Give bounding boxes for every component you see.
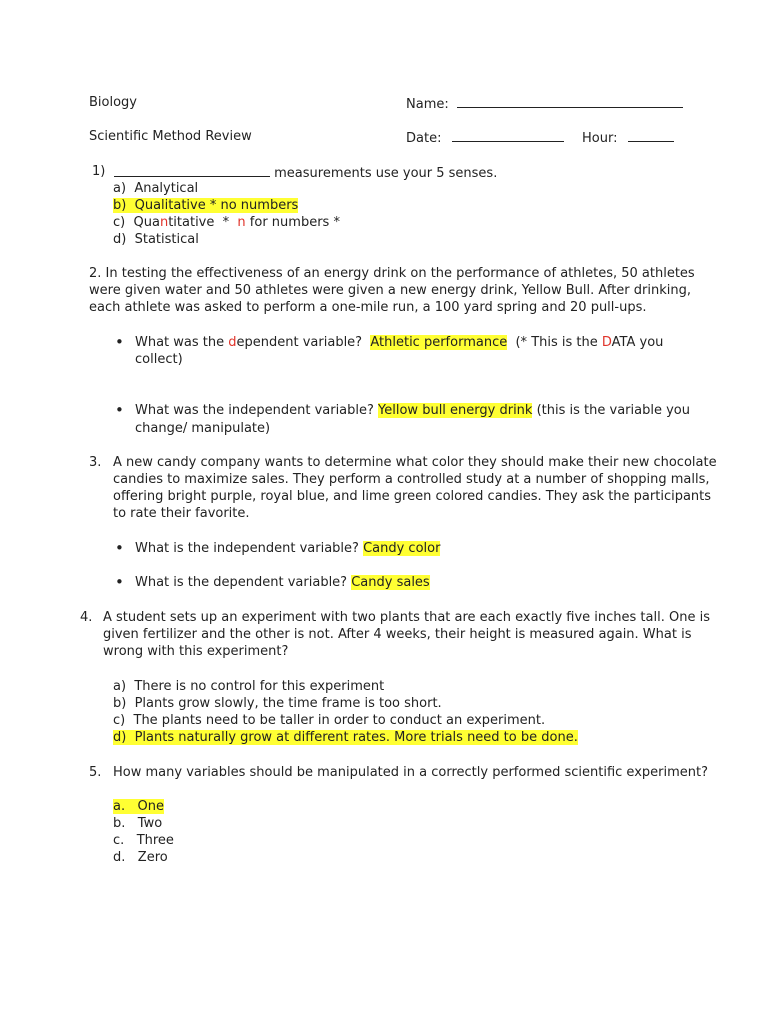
q2-answer-dependent: Athletic performance (370, 335, 508, 350)
q2-bullet-independent-line-2: change/ manipulate) (135, 421, 271, 436)
name-blank[interactable] (457, 94, 683, 108)
q5-stem: How many variables should be manipulated in a correctly performed scientific experiment? (113, 765, 708, 780)
q5-option-b: b. Two (113, 816, 163, 831)
q1-option-d: d) Statistical (113, 232, 199, 247)
q5-number: 5. (89, 765, 102, 780)
q3-answer-dependent: Candy sales (351, 575, 430, 590)
worksheet-title: Scientific Method Review (89, 129, 252, 144)
q2-line-1: 2. In testing the effectiveness of an energy drink on the performance of athletes, 50 athletes (89, 266, 695, 281)
bullet-icon: • (115, 333, 124, 351)
q1-blank[interactable] (114, 163, 270, 177)
q1-option-b: b) Qualitative * no numbers (113, 198, 299, 213)
subject-label: Biology (89, 95, 137, 110)
name-label: Name: (406, 97, 449, 112)
q2-line-3: each athlete was asked to perform a one-mile run, a 100 yard spring and 20 pull-ups. (89, 300, 647, 315)
q5-option-a: a. One (113, 799, 164, 814)
q3-bullet-dependent: What is the dependent variable? Candy sales (135, 575, 430, 590)
q1-option-c: c) Quantitative * n for numbers * (113, 215, 340, 230)
q1-option-a: a) Analytical (113, 181, 199, 196)
q4-line-2: given fertilizer and the other is not. After 4 weeks, their height is measured again. What is (103, 627, 692, 642)
q2-bullet-dependent-line-2: collect) (135, 352, 183, 367)
date-blank[interactable] (452, 128, 564, 142)
q1-number: 1) (92, 164, 106, 179)
q3-line-3: offering bright purple, royal blue, and lime green colored candies. They ask the participants (113, 489, 712, 504)
q3-line-4: to rate their favorite. (113, 506, 250, 521)
q3-bullet-independent: What is the independent variable? Candy color (135, 541, 441, 556)
q4-option-d: d) Plants naturally grow at different rates. More trials need to be done. (113, 730, 578, 745)
q3-answer-independent: Candy color (363, 541, 441, 556)
q4-option-a: a) There is no control for this experiment (113, 679, 385, 694)
q4-option-b: b) Plants grow slowly, the time frame is too short. (113, 696, 442, 711)
q5-option-c: c. Three (113, 833, 174, 848)
date-label: Date: (406, 131, 442, 146)
q3-number: 3. (89, 455, 102, 470)
q4-option-c: c) The plants need to be taller in order to conduct an experiment. (113, 713, 546, 728)
q2-line-2: were given water and 50 athletes were given a new energy drink, Yellow Bull. After drinking, (89, 283, 691, 298)
q4-line-3: wrong with this experiment? (103, 644, 289, 659)
q2-bullet-independent: What was the independent variable? Yellow bull energy drink (this is the variable you (135, 403, 690, 418)
hour-label: Hour: (582, 131, 618, 146)
hour-blank[interactable] (628, 128, 674, 142)
q2-bullet-dependent: What was the dependent variable? Athletic performance (* This is the DATA you (135, 335, 664, 350)
name-field[interactable] (406, 94, 683, 113)
q3-line-2: candies to maximize sales. They perform a controlled study at a number of shopping malls, (113, 472, 710, 487)
date-field[interactable] (406, 128, 564, 147)
q4-line-1: A student sets up an experiment with two plants that are each exactly five inches tall. One is (103, 610, 710, 625)
q5-option-d: d. Zero (113, 850, 168, 865)
q3-line-1: A new candy company wants to determine what color they should make their new chocolate (113, 455, 717, 470)
bullet-icon: • (115, 539, 124, 557)
q2-answer-independent: Yellow bull energy drink (378, 403, 533, 418)
bullet-icon: • (115, 401, 124, 419)
bullet-icon: • (115, 573, 124, 591)
q4-number: 4. (80, 610, 93, 625)
q1-stem-text: measurements use your 5 senses. (274, 166, 498, 181)
hour-field[interactable] (582, 128, 674, 147)
